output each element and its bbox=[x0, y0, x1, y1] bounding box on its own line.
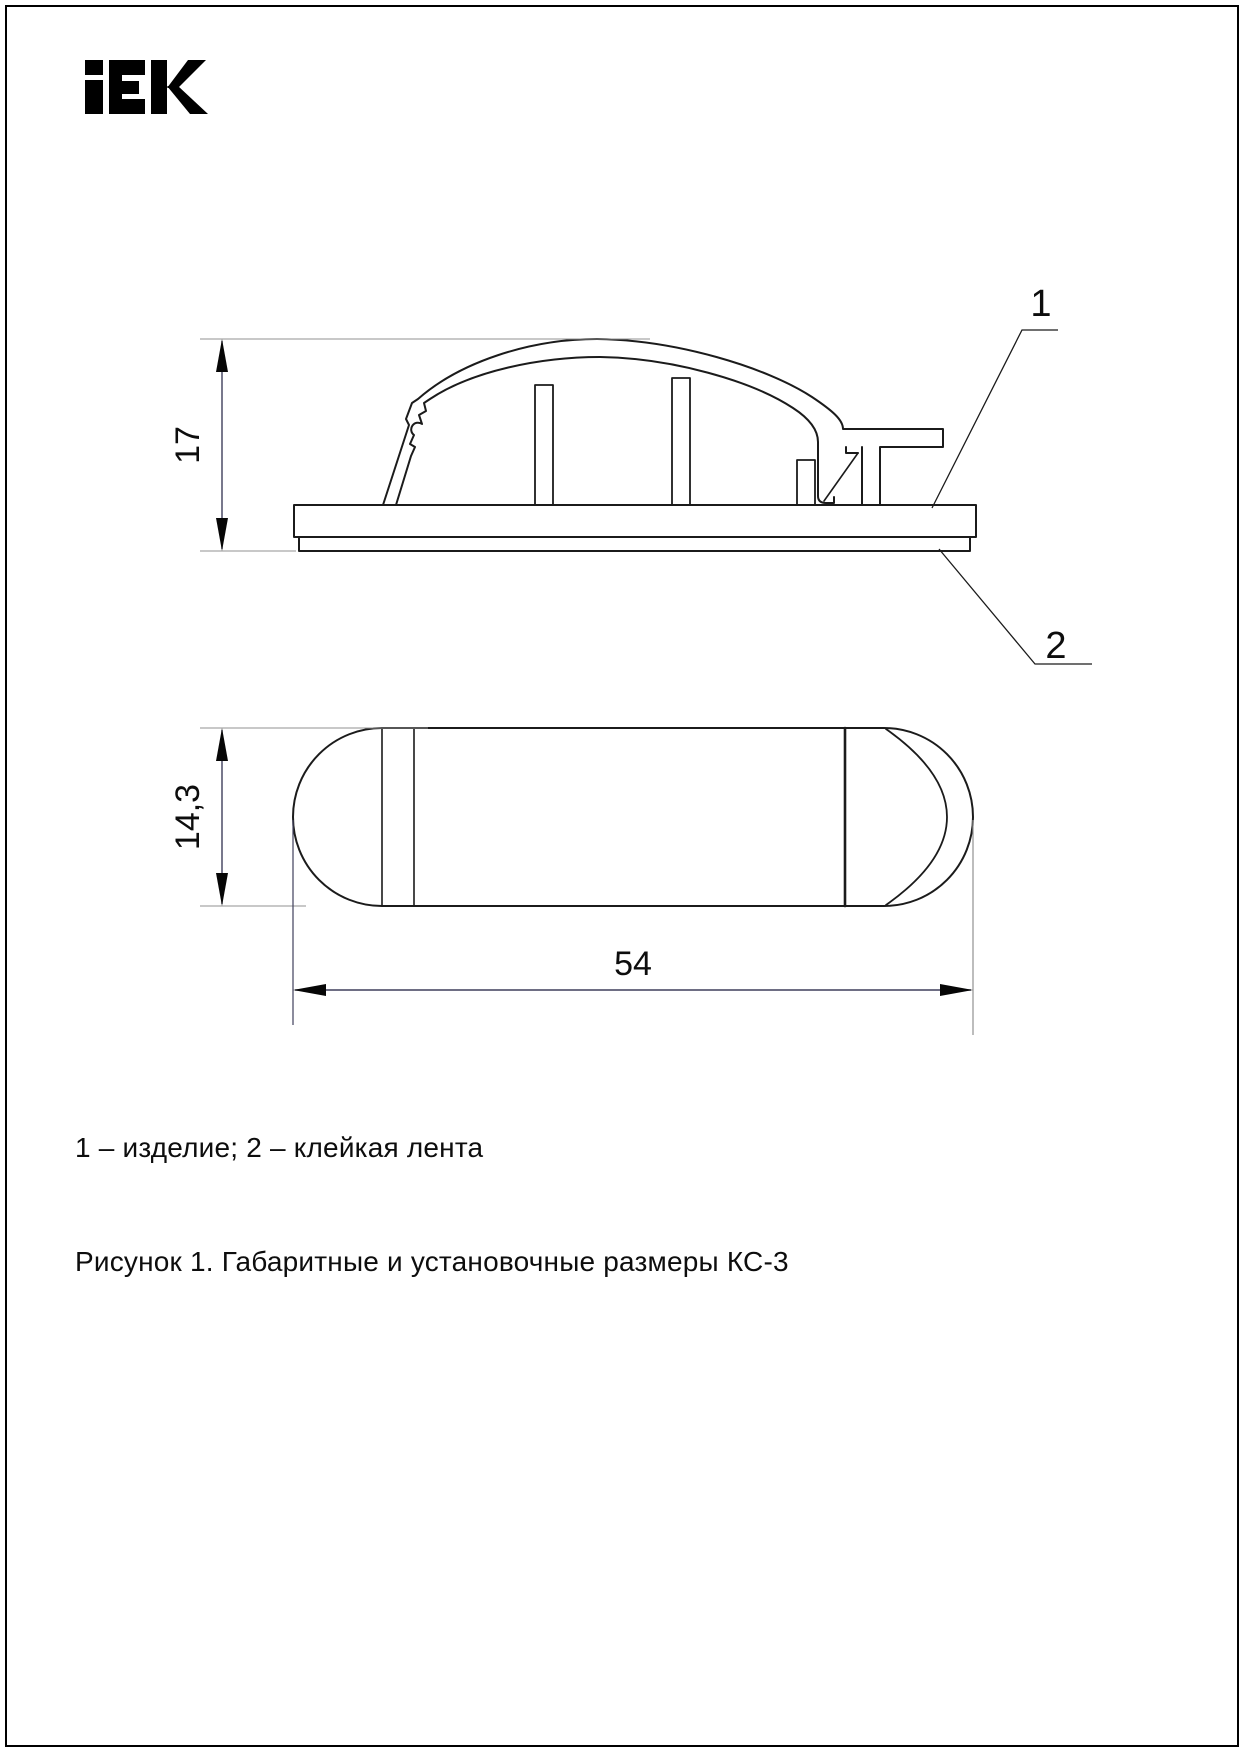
side-view-dome-outer bbox=[383, 339, 943, 505]
top-view bbox=[293, 728, 973, 906]
side-view-rib-3 bbox=[797, 460, 815, 505]
dimension-height bbox=[169, 339, 650, 551]
dimension-height-value: 17 bbox=[169, 426, 207, 464]
side-view bbox=[294, 339, 976, 551]
side-view-latch-slot bbox=[846, 447, 858, 453]
side-view-adhesive-tape bbox=[299, 537, 970, 551]
arrow-up bbox=[216, 339, 228, 372]
side-view-dome-inner bbox=[396, 357, 834, 505]
part-label-1-text: 1 bbox=[1030, 283, 1052, 325]
legend-note: 1 – изделие; 2 – клейкая лента bbox=[75, 1132, 484, 1163]
figure-caption: Рисунок 1. Габаритные и установочные размеры КС-3 bbox=[75, 1246, 789, 1277]
leader-line-1 bbox=[932, 330, 1058, 508]
part-label-2 bbox=[939, 549, 1092, 667]
arrow-right bbox=[940, 984, 973, 996]
dimension-length bbox=[293, 820, 973, 1035]
top-view-outline bbox=[293, 728, 973, 906]
dimension-width bbox=[169, 728, 428, 906]
arrow-left bbox=[293, 984, 326, 996]
part-label-1 bbox=[932, 283, 1058, 508]
arrow-down bbox=[216, 518, 228, 551]
dimension-length-value: 54 bbox=[614, 945, 652, 983]
arrow-down bbox=[216, 873, 228, 906]
side-view-latch-brace bbox=[824, 453, 858, 501]
side-view-base-plate bbox=[294, 505, 976, 537]
side-view-rib-2 bbox=[672, 378, 690, 505]
top-view-inner-end-arc bbox=[886, 729, 947, 905]
arrow-up bbox=[216, 728, 228, 761]
side-view-rib-1 bbox=[535, 385, 553, 505]
part-label-2-text: 2 bbox=[1045, 625, 1067, 667]
leader-line-2 bbox=[939, 549, 1092, 664]
dimension-width-value: 14,3 bbox=[169, 783, 207, 851]
